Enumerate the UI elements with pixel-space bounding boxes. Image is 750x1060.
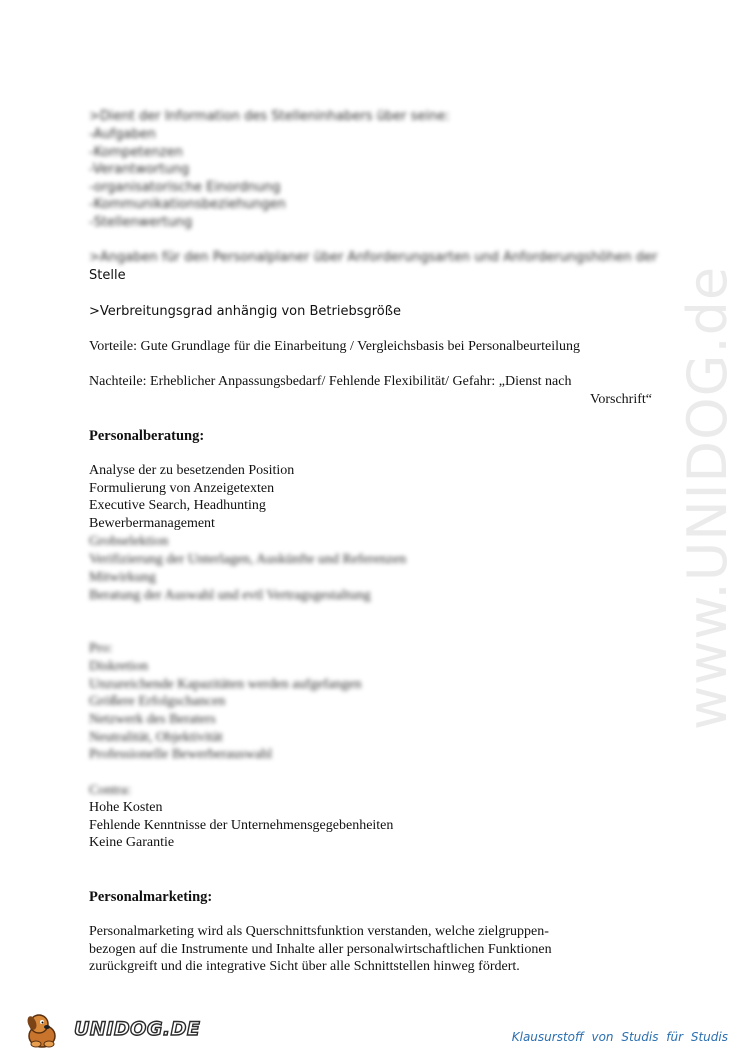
text-line: Nachteile: Erheblicher Anpassungsbedarf/ Fehlende Flexibilität/ Gefahr: „Dienst nach — [89, 374, 572, 389]
watermark — [676, 265, 746, 730]
blurred-line: -Kompetenzen — [89, 145, 183, 160]
watermark-text: www.UNIDOG.de — [676, 265, 739, 730]
blurred-line: Netzwerk des Beraters — [89, 712, 216, 727]
blurred-line: -Verantwortung — [89, 162, 190, 177]
text-line: >Verbreitungsgrad anhängig von Betriebsgröße — [89, 304, 401, 319]
blurred-line: -organisatorische Einordnung — [89, 180, 281, 195]
blurred-line: Mitwirkung — [89, 570, 156, 585]
list-item: Bewerbermanagement — [89, 516, 215, 531]
section-heading: Personalberatung: — [89, 428, 205, 444]
footer-tagline: Klausurstoff von Studis für Studis — [511, 1030, 728, 1044]
list-item: Analyse der zu besetzenden Position — [89, 463, 295, 478]
text-line: Vorteile: Gute Grundlage für die Einarbeitung / Vergleichsbasis bei Personalbeurteilung — [89, 339, 581, 354]
list-item: Keine Garantie — [89, 835, 175, 850]
blurred-line: Verifizierung der Unterlagen, Auskünfte und Referenzen — [89, 552, 407, 567]
blurred-line: Contra: — [89, 783, 131, 798]
blurred-line: -Aufgaben — [89, 127, 156, 142]
blurred-line: Neutralität, Objektivität — [89, 730, 223, 745]
blurred-line: Grobselektion — [89, 534, 169, 549]
blurred-line: >Angaben für den Personalplaner über Anforderungsarten und Anforderungshöhen der — [89, 250, 658, 265]
blurred-line: Professionelle Bewerberauswahl — [89, 747, 273, 762]
list-item: Formulierung von Anzeigetexten — [89, 481, 275, 496]
paragraph-line: zurückgreift und die integrative Sicht über alle Schnittstellen hinweg fördert. — [89, 959, 520, 974]
text-line: Stelle — [89, 268, 126, 283]
section-heading: Personalmarketing: — [89, 889, 213, 905]
blurred-line: Beratung der Auswahl und evtl Vertragsgestaltung — [89, 588, 371, 603]
list-item: Fehlende Kenntnisse der Unternehmensgegebenheiten — [89, 818, 394, 833]
blurred-line: Pro: — [89, 641, 113, 656]
paragraph-line: Personalmarketing wird als Querschnittsfunktion verstanden, welche zielgruppen- — [89, 924, 549, 939]
dog-mascot-icon — [22, 1010, 62, 1050]
list-item: Executive Search, Headhunting — [89, 498, 266, 513]
logo-text: UNIDOG.DE — [74, 1018, 201, 1040]
blurred-line: >Dient der Information des Stelleninhabers über seine: — [89, 109, 450, 124]
blurred-line: Diskretion — [89, 659, 149, 674]
paragraph-line: bezogen auf die Instrumente und Inhalte aller personalwirtschaftlichen Funktionen — [89, 942, 552, 957]
list-item: Hohe Kosten — [89, 800, 163, 815]
blurred-line: -Stellenwertung — [89, 215, 193, 230]
text-line: Vorschrift“ — [590, 392, 652, 407]
blurred-line: Unzureichende Kapazitäten werden aufgefangen — [89, 677, 362, 692]
blurred-line: -Kommunikationsbeziehungen — [89, 197, 286, 212]
unidog-logo[interactable] — [22, 1010, 201, 1050]
blurred-line: Größere Erfolgschancen — [89, 694, 226, 709]
